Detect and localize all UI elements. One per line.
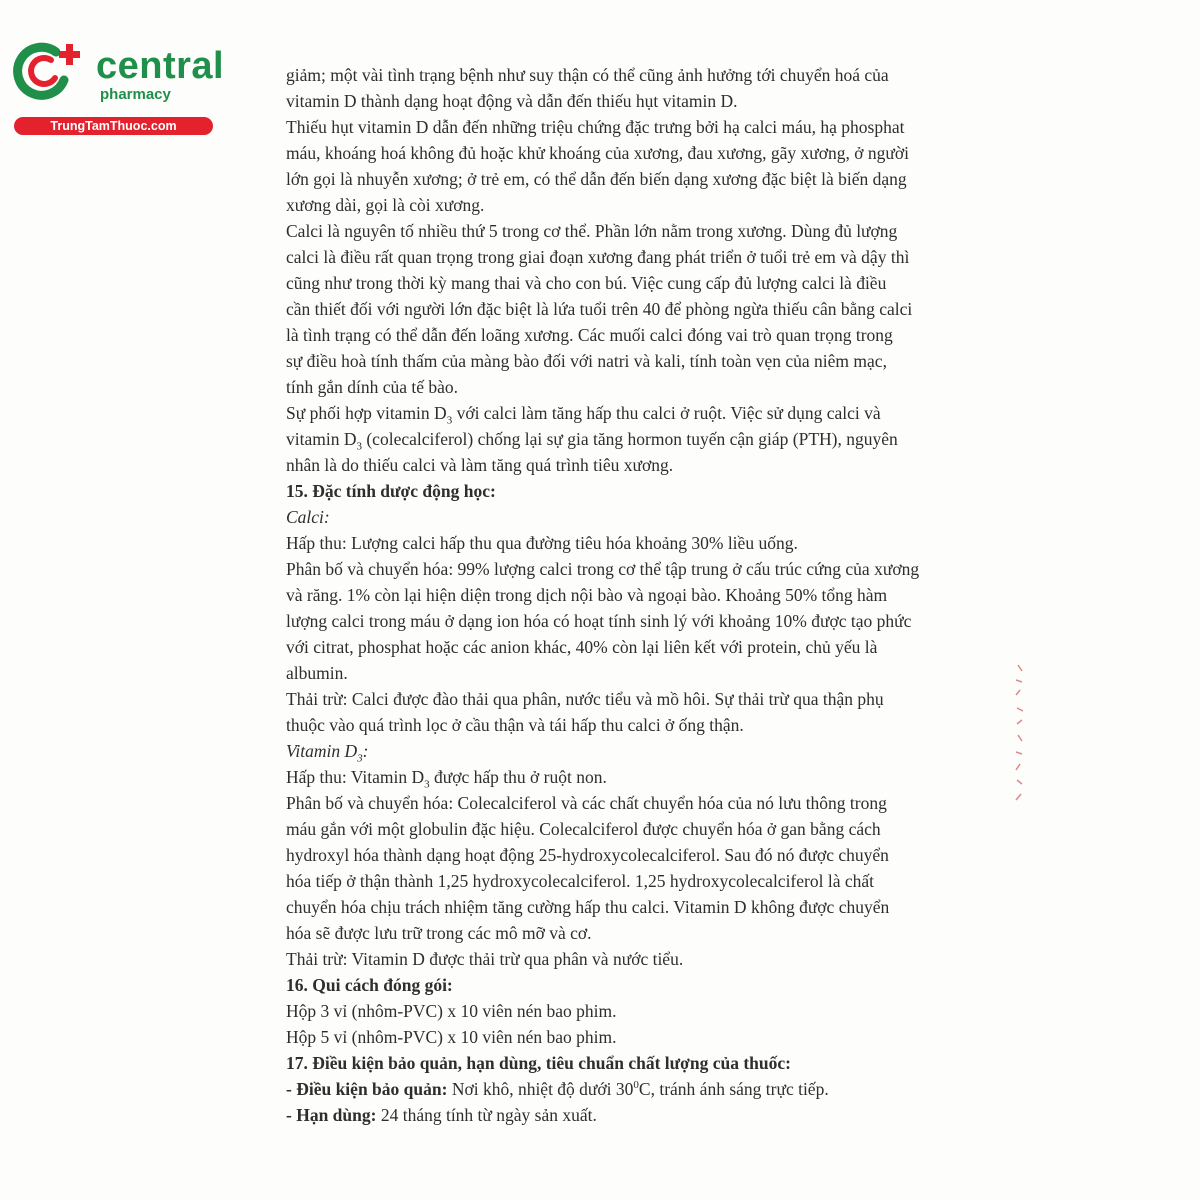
calci-subheading: Calci: [286,507,330,527]
text-run: Sự phối hợp vitamin D [286,403,447,423]
text-run: Hấp thu: Vitamin D [286,767,425,787]
text-line: xương dài, gọi là còi xương. [286,195,485,215]
text-line: với citrat, phosphat hoặc các anion khác, 40% còn lại liên kết với protein, chủ yếu là [286,637,878,657]
text-line: và răng. 1% còn lại hiện diện trong dịch nội bào và ngoại bào. Khoảng 50% tổng hàm [286,585,888,605]
document-body [286,62,966,1128]
subscript: 3 [424,778,430,791]
text-line [286,426,966,452]
storage-line [286,1076,966,1102]
text-line: nhân là do thiếu calci và làm tăng quá trình tiêu xương. [286,455,674,475]
subscript: 3 [446,414,453,427]
text-line: calci là điều rất quan trọng trong giai đoạn xương đang phát triển ở tuổi trẻ em và dậy thì [286,247,910,267]
text-line: hóa tiếp ở thận thành 1,25 hydroxycolecalciferol. 1,25 hydroxycolecalciferol là chất [286,871,874,891]
text-line: hydroxyl hóa thành dạng hoạt động 25-hydroxycolecalciferol. Sau đó nó được chuyển [286,845,889,865]
text-run: C, tránh ánh sáng trực tiếp. [638,1079,829,1099]
text-line: chuyển hóa chịu trách nhiệm tăng cường hấp thu calci. Vitamin D không được chuyển [286,897,890,917]
central-pharmacy-logo [10,36,225,136]
subscript: 3 [356,440,362,453]
text-run: được hấp thu ở ruột non. [429,767,607,787]
text-line [286,764,966,790]
text-line: Phân bố và chuyển hóa: 99% lượng calci trong cơ thể tập trung ở cấu trúc cứng của xương [286,559,920,579]
text-run: 24 tháng tính từ ngày sản xuất. [376,1105,597,1125]
pharmacy-cross-logo-icon [12,40,84,102]
text-line: lượng calci trong máu ở dạng ion hóa có hoạt tính sinh lý với khoảng 10% được tạo phức [286,611,912,631]
superscript: 0 [633,1079,639,1092]
text-line: Phân bố và chuyển hóa: Colecalciferol và các chất chuyển hóa của nó lưu thông trong [286,793,887,813]
text-line: albumin. [286,663,348,683]
text-run: với calci làm tăng hấp thu calci ở ruột. Việc sử dụng calci và [452,403,881,423]
section-16-heading: 16. Qui cách đóng gói: [286,975,453,995]
expiry-line [286,1102,966,1128]
text-run: Vitamin D [286,741,358,761]
text-run: (colecalciferol) chống lại sự gia tăng hormon tuyến cận giáp (PTH), nguyên [361,429,898,449]
text-line: máu, khoáng hoá không đủ hoặc khử khoáng của xương, đau xương, gãy xương, ở người [286,143,909,163]
text-run: Nơi khô, nhiệt độ dưới 30 [447,1079,634,1099]
subscript: 3 [357,752,363,765]
packaging-line: Hộp 5 vỉ (nhôm-PVC) x 10 viên nén bao phim. [286,1027,617,1047]
text-line: cũng như trong thời kỳ mang thai và cho con bú. Việc cung cấp đủ lượng calci là điều [286,273,887,293]
text-line: Hấp thu: Lượng calci hấp thu qua đường tiêu hóa khoảng 30% liều uống. [286,533,798,553]
text-line: vitamin D thành dạng hoạt động và dẫn đến thiếu hụt vitamin D. [286,91,738,111]
text-line: cần thiết đối với người lớn đặc biệt là lứa tuổi trên 40 để phòng ngừa thiếu cân bằng calci [286,299,913,319]
brand-subtitle: pharmacy [100,86,171,103]
section-15-heading: 15. Đặc tính dược động học: [286,481,496,501]
text-line: giảm; một vài tình trạng bệnh như suy thận có thể cũng ảnh hưởng tới chuyển hoá của [286,65,889,85]
text-line: Thiếu hụt vitamin D dẫn đến những triệu chứng đặc trưng bởi hạ calci máu, hạ phosphat [286,117,905,137]
packaging-line: Hộp 3 vỉ (nhôm-PVC) x 10 viên nén bao phim. [286,1001,617,1021]
text-line: Thải trừ: Vitamin D được thải trừ qua phân và nước tiểu. [286,949,684,969]
text-line: thuộc vào quá trình lọc ở cầu thận và tái hấp thu calci ở ống thận. [286,715,744,735]
storage-label: - Điều kiện bảo quản: [286,1079,448,1099]
text-line: hóa sẽ được lưu trữ trong các mô mỡ và cơ. [286,923,592,943]
text-line: Calci là nguyên tố nhiều thứ 5 trong cơ thể. Phần lớn nằm trong xương. Dùng đủ lượng [286,221,898,241]
brand-website-banner: TrungTamThuoc.com [14,117,213,135]
section-17-heading: 17. Điều kiện bảo quản, hạn dùng, tiêu chuẩn chất lượng của thuốc: [286,1053,791,1073]
brand-name: central [96,45,225,87]
text-line: sự điều hoà tính thấm của màng bào đối với natri và kali, tính toàn vẹn của niêm mạc, [286,351,887,371]
text-line: tính gắn dính của tế bào. [286,377,459,397]
vitamin-d3-subheading [286,738,966,764]
expiry-label: - Hạn dùng: [286,1105,377,1125]
text-run: : [362,741,369,761]
text-line: Thải trừ: Calci được đào thải qua phân, nước tiểu và mồ hôi. Sự thải trừ qua thận phụ [286,689,884,709]
text-line: là tình trạng có thể dẫn đến loãng xương. Các muối calci đóng vai trò quan trọng trong [286,325,893,345]
text-run: vitamin D [286,429,357,449]
text-line [286,400,966,426]
stamp-mark-icon [1008,660,1032,810]
text-line: máu gắn với một globulin đặc hiệu. Colecalciferol được chuyển hóa ở gan bằng cách [286,819,881,839]
text-line: lớn gọi là nhuyễn xương; ở trẻ em, có thể dẫn đến biến dạng xương đặc biệt là biến dạng [286,169,907,189]
